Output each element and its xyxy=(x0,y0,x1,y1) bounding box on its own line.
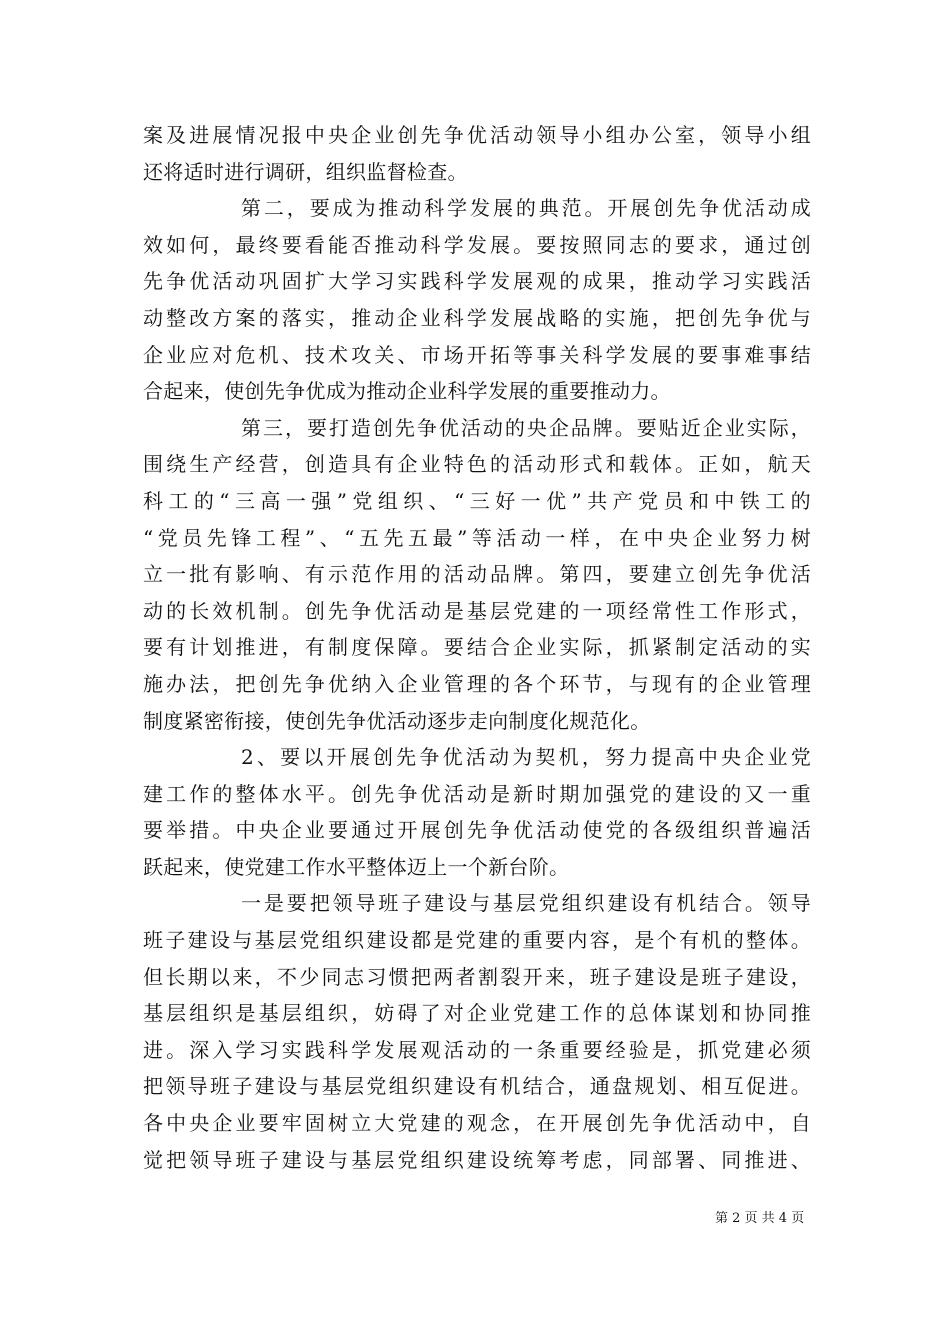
text-line: 科工的“三高一强”党组织、“三好一优”共产党员和中铁工的 xyxy=(143,488,811,513)
text-line: 动的长效机制。创先争优活动是基层党建的一项经常性工作形式， xyxy=(143,598,811,623)
text-line: 跃起来，使党建工作水平整体迈上一个新台阶。 xyxy=(143,854,570,879)
text-line: 制度紧密衔接，使创先争优活动逐步走向制度化规范化。 xyxy=(143,708,651,733)
page-number: 第 2 页 共 4 页 xyxy=(715,1211,805,1226)
text-line: 合起来，使创先争优成为推动企业科学发展的重要推动力。 xyxy=(143,379,671,404)
text-line: 要举措。中央企业要通过开展创先争优活动使党的各级组织普遍活 xyxy=(143,818,811,843)
text-line: 进。深入学习实践科学发展观活动的一条重要经验是，抓党建必须 xyxy=(143,1037,811,1062)
text-line: 企业应对危机、技术攻关、市场开拓等事关科学发展的要事难事结 xyxy=(143,342,811,367)
text-line: 班子建设与基层党组织建设都是党建的重要内容，是个有机的整体。 xyxy=(143,928,811,953)
text-line: 一是要把领导班子建设与基层党组织建设有机结合。领导 xyxy=(241,891,811,916)
text-line: 第二，要成为推动科学发展的典范。开展创先争优活动成 xyxy=(241,196,811,221)
text-line: 案及进展情况报中央企业创先争优活动领导小组办公室，领导小组 xyxy=(143,123,811,147)
text-line: “党员先锋工程”、“五先五最”等活动一样，在中央企业努力树 xyxy=(143,525,811,550)
text-line: 第三，要打造创先争优活动的央企品牌。要贴近企业实际， xyxy=(241,415,811,440)
text-line: 要有计划推进，有制度保障。要结合企业实际，抓紧制定活动的实 xyxy=(143,635,811,660)
text-line: 先争优活动巩固扩大学习实践科学发展观的成果，推动学习实践活 xyxy=(143,269,811,294)
text-line: 还将适时进行调研，组织监督检查。 xyxy=(143,159,468,184)
text-line: 施办法，把创先争优纳入企业管理的各个环节，与现有的企业管理 xyxy=(143,671,811,696)
text-line: 各中央企业要牢固树立大党建的观念，在开展创先争优活动中，自 xyxy=(143,1111,811,1136)
text-line: 围绕生产经营，创造具有企业特色的活动形式和载体。正如，航天 xyxy=(143,452,811,477)
document-body xyxy=(143,117,811,1178)
text-line: 建工作的整体水平。创先争优活动是新时期加强党的建设的又一重 xyxy=(143,781,811,806)
text-line: 把领导班子建设与基层党组织建设有机结合，通盘规划、相互促进。 xyxy=(143,1074,811,1099)
text-line: 觉把领导班子建设与基层党组织建设统筹考虑，同部署、同推进、 xyxy=(143,1147,811,1172)
text-line: 但长期以来，不少同志习惯把两者割裂开来，班子建设是班子建设， xyxy=(143,964,811,989)
text-line: 基层组织是基层组织，妨碍了对企业党建工作的总体谋划和协同推 xyxy=(143,1001,811,1026)
text-line: 2、要以开展创先争优活动为契机，努力提高中央企业党 xyxy=(241,745,811,770)
text-line: 动整改方案的落实，推动企业科学发展战略的实施，把创先争优与 xyxy=(143,305,811,330)
text-line: 效如何，最终要看能否推动科学发展。要按照同志的要求，通过创 xyxy=(143,232,811,257)
text-line: 立一批有影响、有示范作用的活动品牌。第四，要建立创先争优活 xyxy=(143,562,811,587)
